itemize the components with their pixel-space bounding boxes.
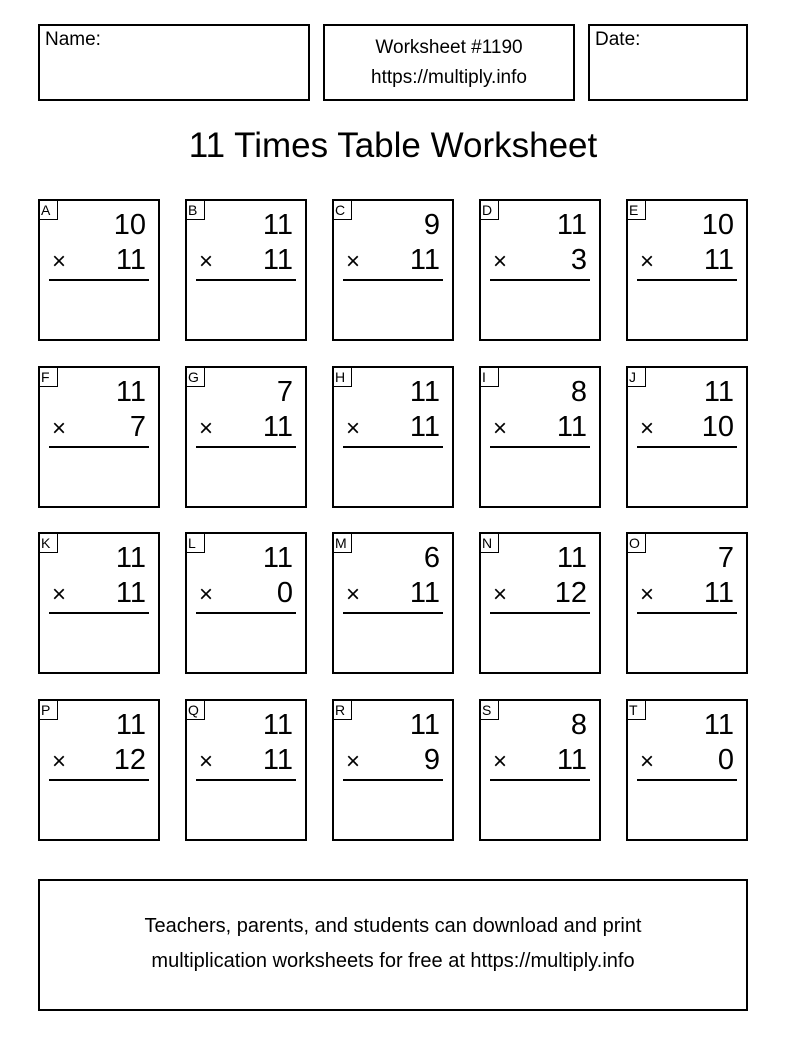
problem-card[interactable] (626, 699, 748, 841)
footer-box (38, 879, 748, 1011)
problem-card[interactable] (185, 199, 307, 341)
answer-line (637, 279, 737, 281)
multiply-sign: × (640, 748, 655, 775)
multiply-sign: × (199, 248, 214, 275)
problem-card[interactable] (38, 532, 160, 674)
problem-top-number: 7 (276, 376, 293, 408)
problem-bottom-number: 3 (570, 244, 587, 276)
problem-letter: L (186, 533, 205, 553)
problem-bottom-number: 0 (276, 577, 293, 609)
problem-bottom-number: 11 (115, 577, 146, 609)
problem-card[interactable] (479, 366, 601, 508)
problem-top-number: 11 (262, 209, 293, 241)
multiply-sign: × (52, 415, 67, 442)
problem-letter: J (627, 367, 646, 387)
problem-top-number: 11 (556, 209, 587, 241)
problem-letter: P (39, 700, 58, 720)
multiply-sign: × (346, 748, 361, 775)
multiply-sign: × (640, 581, 655, 608)
answer-line (343, 612, 443, 614)
answer-line (637, 446, 737, 448)
problem-card[interactable] (479, 532, 601, 674)
problem-letter: R (333, 700, 352, 720)
problem-card[interactable] (332, 532, 454, 674)
problem-bottom-number: 11 (703, 244, 734, 276)
problem-letter: S (480, 700, 499, 720)
problem-bottom-number: 12 (554, 577, 587, 609)
problem-top-number: 8 (570, 376, 587, 408)
problem-bottom-number: 11 (262, 244, 293, 276)
problem-card[interactable] (185, 366, 307, 508)
worksheet-info-box (323, 24, 575, 101)
problem-top-number: 11 (409, 709, 440, 741)
problem-top-number: 11 (409, 376, 440, 408)
problem-top-number: 10 (701, 209, 734, 241)
problem-top-number: 6 (423, 542, 440, 574)
multiply-sign: × (199, 748, 214, 775)
problem-top-number: 11 (556, 542, 587, 574)
multiply-sign: × (493, 415, 508, 442)
problem-top-number: 10 (113, 209, 146, 241)
problem-top-number: 11 (262, 542, 293, 574)
problem-letter: M (333, 533, 352, 553)
problem-card[interactable] (626, 366, 748, 508)
multiply-sign: × (493, 581, 508, 608)
problem-bottom-number: 11 (409, 577, 440, 609)
answer-line (637, 612, 737, 614)
problem-card[interactable] (332, 199, 454, 341)
problem-bottom-number: 0 (717, 744, 734, 776)
multiply-sign: × (493, 748, 508, 775)
problem-card[interactable] (479, 199, 601, 341)
multiply-sign: × (199, 415, 214, 442)
problem-card[interactable] (332, 366, 454, 508)
multiply-sign: × (346, 415, 361, 442)
problem-top-number: 7 (717, 542, 734, 574)
problem-top-number: 11 (262, 709, 293, 741)
problem-card[interactable] (185, 699, 307, 841)
answer-line (637, 779, 737, 781)
answer-line (196, 279, 296, 281)
problem-bottom-number: 11 (409, 411, 440, 443)
answer-line (343, 446, 443, 448)
problem-bottom-number: 7 (129, 411, 146, 443)
problem-top-number: 11 (115, 376, 146, 408)
problem-letter: C (333, 200, 352, 220)
problem-letter: K (39, 533, 58, 553)
problem-card[interactable] (479, 699, 601, 841)
answer-line (343, 279, 443, 281)
problem-letter: O (627, 533, 646, 553)
multiply-sign: × (52, 581, 67, 608)
problem-card[interactable] (38, 366, 160, 508)
problem-letter: G (186, 367, 205, 387)
answer-line (490, 446, 590, 448)
answer-line (49, 612, 149, 614)
problem-bottom-number: 12 (113, 744, 146, 776)
problem-top-number: 11 (703, 376, 734, 408)
problem-bottom-number: 11 (262, 411, 293, 443)
answer-line (343, 779, 443, 781)
problem-card[interactable] (626, 532, 748, 674)
problem-bottom-number: 11 (409, 244, 440, 276)
problem-letter: T (627, 700, 646, 720)
problem-top-number: 11 (115, 709, 146, 741)
problem-card[interactable] (38, 699, 160, 841)
problem-bottom-number: 11 (556, 411, 587, 443)
date-label: Date: (595, 29, 641, 50)
problem-bottom-number: 9 (423, 744, 440, 776)
problem-letter: A (39, 200, 58, 220)
problem-bottom-number: 11 (556, 744, 587, 776)
problem-card[interactable] (332, 699, 454, 841)
problem-bottom-number: 11 (703, 577, 734, 609)
date-field[interactable] (588, 24, 748, 101)
worksheet-number: Worksheet #1190 (375, 37, 523, 58)
answer-line (490, 612, 590, 614)
answer-line (196, 612, 296, 614)
name-label: Name: (45, 29, 101, 50)
problem-bottom-number: 11 (262, 744, 293, 776)
problem-letter: N (480, 533, 499, 553)
problem-letter: Q (186, 700, 205, 720)
problem-letter: B (186, 200, 205, 220)
problem-card[interactable] (38, 199, 160, 341)
name-field[interactable] (38, 24, 310, 101)
problem-top-number: 9 (423, 209, 440, 241)
answer-line (490, 779, 590, 781)
multiply-sign: × (640, 248, 655, 275)
multiply-sign: × (199, 581, 214, 608)
page-title: 11 Times Table Worksheet (188, 126, 598, 165)
answer-line (490, 279, 590, 281)
problem-letter: H (333, 367, 352, 387)
problem-top-number: 8 (570, 709, 587, 741)
multiply-sign: × (493, 248, 508, 275)
problem-letter: I (480, 367, 499, 387)
answer-line (196, 446, 296, 448)
multiply-sign: × (52, 748, 67, 775)
footer-line-1: Teachers, parents, and students can download and print (144, 915, 642, 937)
multiply-sign: × (52, 248, 67, 275)
problem-card[interactable] (626, 199, 748, 341)
multiply-sign: × (346, 581, 361, 608)
answer-line (196, 779, 296, 781)
problem-bottom-number: 10 (701, 411, 734, 443)
multiply-sign: × (640, 415, 655, 442)
answer-line (49, 446, 149, 448)
problem-letter: E (627, 200, 646, 220)
footer-line-2: multiplication worksheets for free at https://multiply.info (151, 950, 635, 972)
problem-letter: F (39, 367, 58, 387)
problem-bottom-number: 11 (115, 244, 146, 276)
answer-line (49, 279, 149, 281)
worksheet-url[interactable]: https://multiply.info (371, 67, 527, 88)
problem-top-number: 11 (703, 709, 734, 741)
answer-line (49, 779, 149, 781)
problem-letter: D (480, 200, 499, 220)
multiply-sign: × (346, 248, 361, 275)
problem-top-number: 11 (115, 542, 146, 574)
problem-card[interactable] (185, 532, 307, 674)
